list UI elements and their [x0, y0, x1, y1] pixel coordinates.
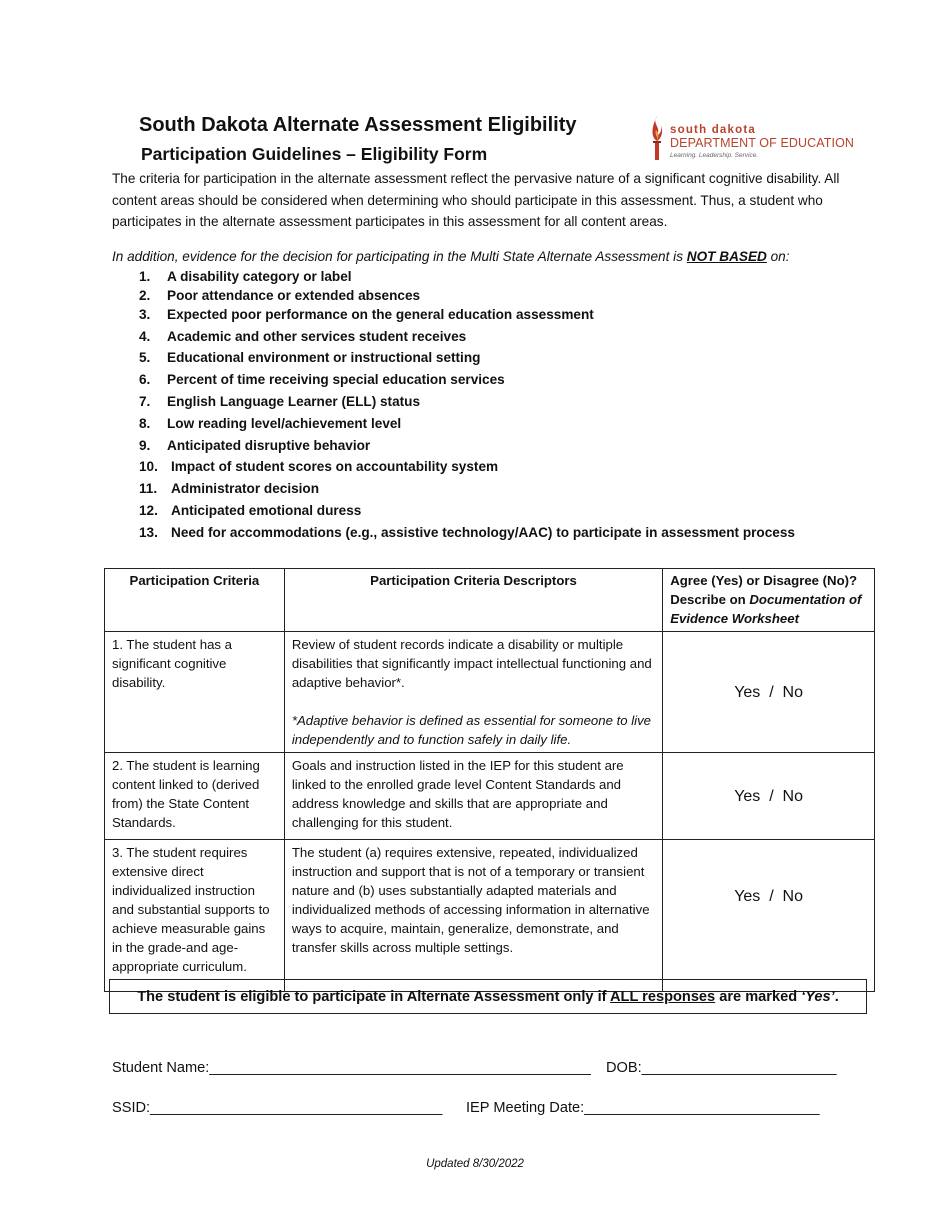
page-subtitle: Participation Guidelines – Eligibility Form: [141, 144, 488, 164]
list-item: 4. Academic and other services student receives: [139, 329, 467, 344]
page-title: South Dakota Alternate Assessment Eligibility: [139, 114, 577, 136]
iep-meeting-date-field[interactable]: IEP Meeting Date:_____________________________: [466, 1100, 820, 1116]
header-criteria: Participation Criteria: [105, 569, 285, 632]
not-based-intro: In addition, evidence for the decision for participating in the Multi State Alternate Assessment is NOT BASED on:: [112, 249, 790, 264]
ssid-field[interactable]: SSID:____________________________________: [112, 1100, 443, 1116]
logo-line1: south dakota: [670, 124, 756, 136]
student-name-field[interactable]: Student Name:_______________________________________________: [112, 1060, 591, 1076]
list-item: 13. Need for accommodations (e.g., assistive technology/AAC) to participate in assessment process: [139, 525, 795, 540]
criteria-cell: 1. The student has a significant cognitive disability.: [105, 632, 285, 753]
table-row: [105, 840, 875, 992]
header-agree: Agree (Yes) or Disagree (No)? Describe on Documentation of Evidence Worksheet: [663, 569, 875, 632]
list-item: 8. Low reading level/achievement level: [139, 416, 402, 431]
logo-tagline: Learning. Leadership. Service.: [670, 152, 759, 159]
table-header-row: [105, 569, 875, 632]
list-item: 1. A disability category or label: [139, 269, 352, 284]
list-item: 2. Poor attendance or extended absences: [139, 288, 421, 303]
list-item: 5. Educational environment or instructional setting: [139, 350, 481, 365]
yes-no-response[interactable]: Yes / No: [663, 632, 875, 753]
list-item: 11. Administrator decision: [139, 481, 320, 496]
table-row: [105, 753, 875, 840]
criteria-table: [104, 568, 875, 992]
criteria-cell: 3. The student requires extensive direct individualized instruction and substantial supports to achieve measurable gains in the grade-and age-appropriate curriculum.: [105, 840, 285, 992]
descriptor-cell: Review of student records indicate a disability or multiple disabilities that significantly impact intellectual functioning and adaptive behavior*. *Adaptive behavior is defined as essential for someone to live independently and to function safely in daily life.: [284, 632, 662, 753]
updated-date: Updated 8/30/2022: [426, 1158, 524, 1170]
list-item: 7. English Language Learner (ELL) status: [139, 394, 421, 409]
list-item: 6. Percent of time receiving special education services: [139, 372, 505, 387]
intro-paragraph: The criteria for participation in the alternate assessment reflect the pervasive nature of a significant cognitive disability. All content areas should be considered when determining who should participate in this assessment. Thus, a student who participates in the alternate assessment participates in this assessment for all content areas.: [112, 171, 840, 229]
list-item: 10. Impact of student scores on accountability system: [139, 459, 499, 474]
not-based-emphasis: NOT BASED: [686, 249, 767, 264]
header-descriptors: Participation Criteria Descriptors: [284, 569, 662, 632]
yes-no-response[interactable]: Yes / No: [663, 840, 875, 992]
torch-flame-icon: [648, 114, 666, 162]
adaptive-behavior-note: *Adaptive behavior is defined as essential for someone to live independently and to function safely in daily life.: [291, 713, 652, 747]
list-item: 3. Expected poor performance on the general education assessment: [139, 307, 594, 322]
dob-field[interactable]: DOB:________________________: [606, 1060, 837, 1076]
eligibility-statement: The student is eligible to participate in Alternate Assessment only if ALL responses are marked ‘Yes’.: [109, 979, 867, 1014]
yes-no-response[interactable]: Yes / No: [663, 753, 875, 840]
criteria-cell: 2. The student is learning content linked to (derived from) the State Content Standards.: [105, 753, 285, 840]
sd-doe-logo: [648, 114, 863, 164]
list-item: 12. Anticipated emotional duress: [139, 503, 362, 518]
descriptor-cell: Goals and instruction listed in the IEP for this student are linked to the enrolled grade level Content Standards and address knowledge and skills that are appropriate and challenging for this student.: [284, 753, 662, 840]
list-item: 9. Anticipated disruptive behavior: [139, 438, 371, 453]
table-row: [105, 632, 875, 753]
descriptor-cell: The student (a) requires extensive, repeated, individualized instruction and support that is not of a temporary or transient nature and (b) uses substantially adapted materials and individualized methods of accessing information in alternative ways to acquire, maintain, generalize, demonstrate, and transfer skills across multiple settings.: [284, 840, 662, 992]
logo-line2: DEPARTMENT OF EDUCATION: [670, 136, 855, 150]
